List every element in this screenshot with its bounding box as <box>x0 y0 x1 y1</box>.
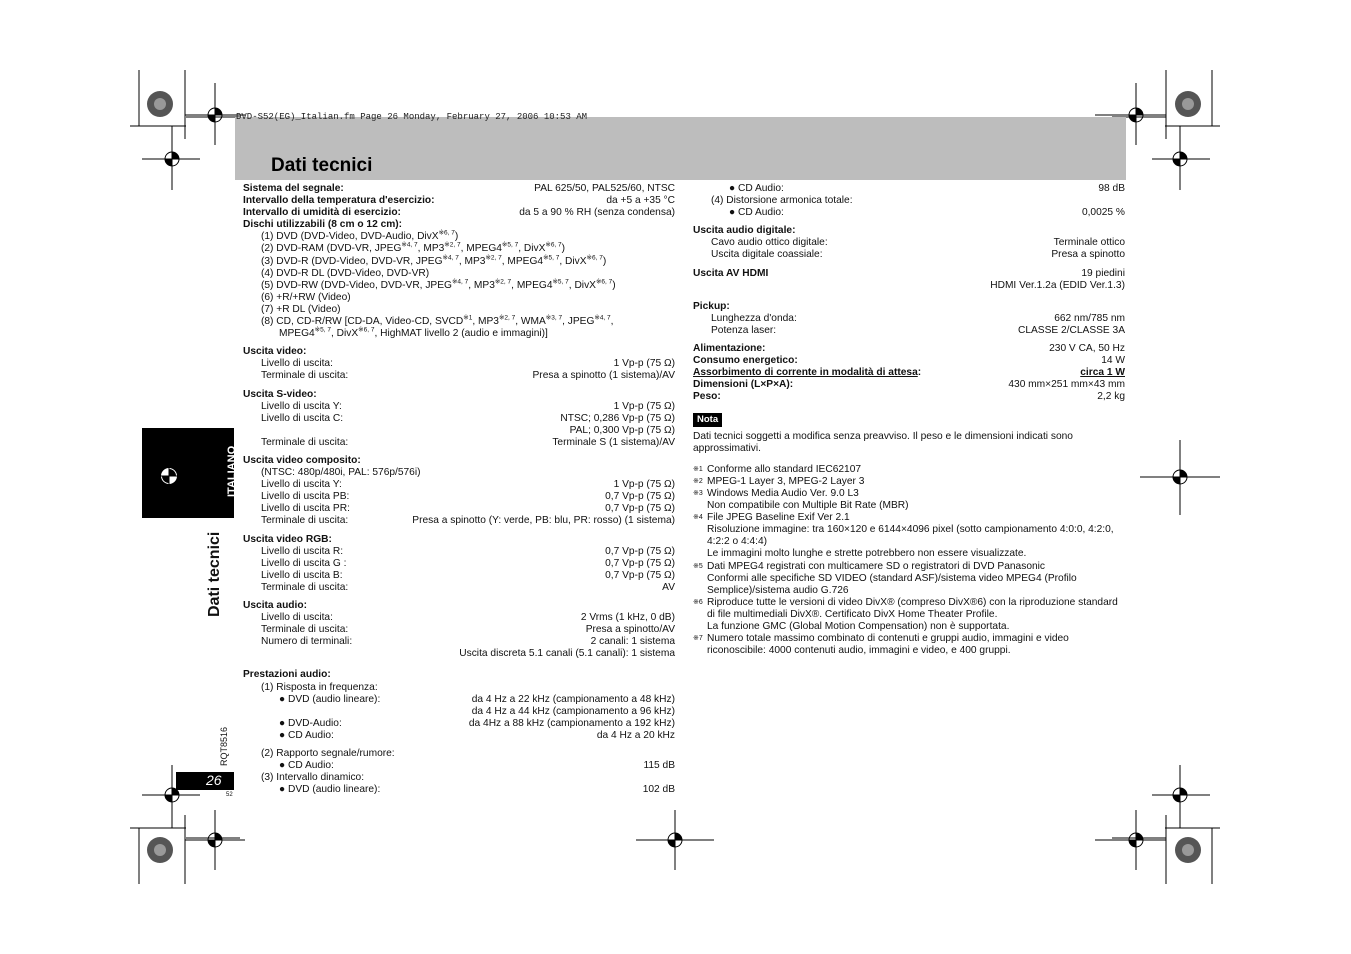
spec-value: 2,2 kg <box>1097 391 1125 403</box>
footnote-text <box>707 561 1125 597</box>
footnote-mark: ※5 <box>693 562 703 570</box>
spec-label: Terminale di uscita: <box>261 581 349 593</box>
section-heading: Dischi utilizzabili (8 cm o 12 cm): <box>243 219 403 231</box>
disc-item: (3) DVD-R (DVD-Video, DVD-VR, JPEG$^{※4, 7}$, MP3$^{※2, 7}$, MPEG4$^{※5, 7}$, DivX$^{※6, 7}$) <box>261 254 607 267</box>
footnote-item <box>693 597 1125 633</box>
footnote-mark: ※1 <box>693 465 703 473</box>
spec-label: Numero di terminali: <box>261 636 353 648</box>
footnote-line: Risoluzione immagine: tra 160×120 e 6144×4096 pixel (sotto campionamento 4:0:0, 4:2:0, 4:2:2 o 4:4:4) <box>707 524 1114 548</box>
spec-value: 230 V CA, 50 Hz <box>1049 343 1125 355</box>
disc-item: (5) DVD-RW (DVD-Video, DVD-VR, JPEG$^{※4, 7}$, MP3$^{※2, 7}$, MPEG4$^{※5, 7}$, DivX$^{※6, 7}$) <box>261 278 616 291</box>
spec-value: Terminale S (1 sistema)/AV <box>552 436 675 448</box>
spec-label: Dimensioni (L×P×A): <box>693 379 794 391</box>
spec-label: ● DVD (audio lineare): <box>279 784 381 796</box>
footnote-mark: ※3 <box>693 489 703 497</box>
spec-value: Terminale ottico <box>1053 237 1125 249</box>
footnote-line: MPEG-1 Layer 3, MPEG-2 Layer 3 <box>707 475 865 487</box>
spec-label: Peso: <box>693 391 721 403</box>
spec-value: 0,0025 % <box>1081 207 1125 219</box>
section-heading: Uscita video composito: <box>243 454 361 466</box>
spec-value: AV <box>662 581 675 593</box>
spec-value: 0,7 Vp-p (75 Ω) <box>605 569 675 581</box>
spec-label: Livello di uscita B: <box>261 569 343 581</box>
file-info-line: DVD-S52(EG)_Italian.fm Page 26 Monday, February 27, 2006 10:53 AM <box>236 112 588 122</box>
spec-label: ● CD Audio: <box>279 760 334 772</box>
spec-label: Alimentazione: <box>693 343 766 355</box>
footnote-text <box>707 476 864 488</box>
spec-label: Intervallo di umidità di esercizio: <box>243 207 401 219</box>
spec-label: Livello di uscita: <box>261 358 333 370</box>
footnote-item <box>693 464 1125 476</box>
footnote-line: Non compatibile con Multiple Bit Rate (MBR) <box>707 500 909 512</box>
spec-label: Consumo energetico: <box>693 355 798 367</box>
spec-value: Uscita discreta 5.1 canali (5.1 canali): 1 sistema <box>459 648 675 660</box>
footnote-line: La funzione GMC (Global Motion Compensation) non è supportata. <box>707 621 1010 632</box>
spec-value: da 4 Hz a 22 kHz (campionamento a 48 kHz) <box>471 693 675 705</box>
spec-label: Terminale di uscita: <box>261 370 349 382</box>
section-heading: Prestazioni audio: <box>243 669 331 681</box>
section-heading: Pickup: <box>693 300 730 312</box>
footnote-line: Conforme allo standard IEC62107 <box>707 463 862 475</box>
spec-value: Presa a spinotto (1 sistema)/AV <box>532 370 675 382</box>
spec-value: 0,7 Vp-p (75 Ω) <box>605 557 675 569</box>
footnote-text <box>707 597 1125 633</box>
language-tab <box>142 428 234 518</box>
disc-item-cont: MPEG4$^{※5, 7}$, DivX$^{※6, 7}$, HighMAT livello 2 (audio e immagini)] <box>279 326 548 340</box>
spec-subheading: (3) Intervallo dinamico: <box>261 772 365 784</box>
spec-label: Assorbimento di corrente in modalità di attesa: <box>693 367 922 379</box>
spec-label: Lunghezza d'onda: <box>711 312 797 324</box>
spec-subheading: (4) Distorsione armonica totale: <box>711 195 853 207</box>
spec-value: 98 dB <box>1098 183 1125 194</box>
disc-item: (8) CD, CD-R/RW [CD-DA, Video-CD, SVCD$^{※1}$, MP3$^{※2, 7}$, WMA$^{※3, 7}$, JPEG$^{※4, 7}$, <box>261 314 614 328</box>
spec-value: da 4Hz a 88 kHz (campionamento a 192 kHz) <box>468 717 675 729</box>
spec-value: PAL; 0,300 Vp-p (75 Ω) <box>569 424 675 436</box>
footnote-mark: ※4 <box>693 514 703 522</box>
spec-value: da +5 a +35 °C <box>606 195 675 207</box>
registration-target-icon <box>159 466 179 486</box>
doc-code: RQT8516 <box>219 726 229 766</box>
spec-label: ● CD Audio: <box>729 183 784 194</box>
spec-value: 1 Vp-p (75 Ω) <box>613 358 675 370</box>
spec-value: 430 mm×251 mm×43 mm <box>1008 379 1125 391</box>
spec-label: Uscita digitale coassiale: <box>711 249 823 261</box>
spec-subheading: (1) Risposta in frequenza: <box>261 681 378 693</box>
spec-value: 115 dB <box>643 760 675 772</box>
spec-value: HDMI Ver.1.2a (EDID Ver.1.3) <box>990 279 1125 291</box>
spec-label: Livello di uscita PB: <box>261 491 350 503</box>
page-number-box <box>176 772 234 790</box>
footnote-item <box>693 488 1125 512</box>
spec-label: Livello di uscita PR: <box>261 503 350 515</box>
spec-value: da 5 a 90 % RH (senza condensa) <box>519 207 675 219</box>
disc-item: (2) DVD-RAM (DVD-VR, JPEG$^{※4, 7}$, MP3$^{※2, 7}$, MPEG4$^{※5, 7}$, DivX$^{※6, 7}$) <box>261 242 566 255</box>
spec-value: 0,7 Vp-p (75 Ω) <box>605 545 675 557</box>
page-number: 26 <box>206 772 222 788</box>
side-section-title: Dati tecnici <box>206 531 223 617</box>
spec-note: (NTSC: 480p/480i, PAL: 576p/576i) <box>261 467 421 479</box>
spec-value: Presa a spinotto (Y: verde, PB: blu, PR: rosso) (1 sistema) <box>412 515 675 527</box>
spec-value: 102 dB <box>642 784 675 796</box>
footnote-line: File JPEG Baseline Exif Ver 2.1 <box>707 512 850 524</box>
nota-badge: Nota <box>693 413 722 427</box>
spec-label: Potenza laser: <box>711 324 777 336</box>
section-heading: Uscita S-video: <box>243 388 317 400</box>
specs-left-column <box>243 183 675 796</box>
footnote-item <box>693 476 1125 488</box>
spec-value: NTSC; 0,286 Vp-p (75 Ω) <box>560 412 675 424</box>
section-heading: Uscita video: <box>243 346 307 358</box>
footnote-mark: ※2 <box>693 477 703 485</box>
footnote-line: Numero totale massimo combinato di contenuti e gruppi audio, immagini e video riconoscibile: 4000 contenuti audio, immagini e video, e 400 gruppi. <box>707 633 1069 657</box>
spec-label: Livello di uscita C: <box>261 412 344 424</box>
spec-value: 662 nm/785 nm <box>1054 312 1125 324</box>
footnote-text <box>707 464 861 476</box>
spec-value: 1 Vp-p (75 Ω) <box>613 479 675 491</box>
spec-label: Sistema del segnale: <box>243 183 344 194</box>
footnotes-list <box>693 464 1125 658</box>
spec-value: CLASSE 2/CLASSE 3A <box>1017 324 1125 336</box>
disc-item: (4) DVD-R DL (DVD-Video, DVD-VR) <box>261 267 430 279</box>
spec-label: Livello di uscita G : <box>261 557 347 569</box>
spec-value: 19 piedini <box>1081 267 1125 279</box>
spec-label: Livello di uscita Y: <box>261 400 342 412</box>
spec-label: Cavo audio ottico digitale: <box>711 237 828 249</box>
footnote-text <box>707 512 1125 560</box>
footnote-line: Le immagini molto lunghe e strette potrebbero non essere visualizzate. <box>707 548 1027 560</box>
section-heading: Uscita audio digitale: <box>693 225 796 237</box>
spec-value: Presa a spinotto/AV <box>585 624 675 636</box>
disc-item: (6) +R/+RW (Video) <box>261 291 351 303</box>
spec-value: 14 W <box>1101 355 1125 367</box>
footnote-line: Conformi alle specifiche SD VIDEO (standard ASF)/sistema video MPEG4 (Profilo Semplice)/sistema audio G.726 <box>707 572 1077 596</box>
spec-value: 2 canali: 1 sistema <box>590 636 675 648</box>
spec-label: ● DVD-Audio: <box>279 717 342 729</box>
spec-label: Terminale di uscita: <box>261 624 349 636</box>
footnote-item <box>693 561 1125 597</box>
spec-label: Livello di uscita: <box>261 612 333 624</box>
spec-value: 1 Vp-p (75 Ω) <box>613 400 675 412</box>
spec-value: 0,7 Vp-p (75 Ω) <box>605 503 675 515</box>
spec-value: da 4 Hz a 20 kHz <box>596 729 675 741</box>
spec-value: da 4 Hz a 44 kHz (campionamento a 96 kHz) <box>471 705 675 717</box>
spec-value: PAL 625/50, PAL525/60, NTSC <box>534 183 675 194</box>
footnote-line: Windows Media Audio Ver. 9.0 L3 <box>707 487 859 499</box>
spec-value: Presa a spinotto <box>1051 249 1125 261</box>
spec-value: circa 1 W <box>1080 367 1125 379</box>
spec-label: ● CD Audio: <box>729 207 784 219</box>
footnote-mark: ※6 <box>693 598 703 606</box>
section-heading: Uscita audio: <box>243 600 307 611</box>
footnote-text <box>707 488 909 512</box>
spec-label: Intervallo della temperatura d'esercizio: <box>243 195 435 207</box>
spec-label: Livello di uscita R: <box>261 545 344 557</box>
footnote-line: Riproduce tutte le versioni di video DivX® (compreso DivX®6) con la riproduzione standard di file multimediali DivX®. Certificato DivX Home Theater Profile. <box>707 596 1118 620</box>
footnote-text <box>707 633 1125 657</box>
footnote-line: Dati MPEG4 registrati con multicamere SD o registratori di DVD Panasonic <box>707 560 1046 572</box>
section-heading: Uscita video RGB: <box>243 533 332 545</box>
model-code: 52 <box>226 792 233 798</box>
spec-label: ● DVD (audio lineare): <box>279 693 381 705</box>
section-heading: Uscita AV HDMI <box>693 267 769 279</box>
spec-label: Livello di uscita Y: <box>261 479 342 491</box>
spec-label: Terminale di uscita: <box>261 436 349 448</box>
spec-label: ● CD Audio: <box>279 729 334 741</box>
spec-value: 0,7 Vp-p (75 Ω) <box>605 491 675 503</box>
footnote-mark: ※7 <box>693 635 703 643</box>
spec-subheading: (2) Rapporto segnale/rumore: <box>261 748 395 760</box>
nota-text: Dati tecnici soggetti a modifica senza preavviso. Il peso e le dimensioni indicati sono approssimativi. <box>693 430 1073 454</box>
spec-label: Terminale di uscita: <box>261 515 349 527</box>
spec-value: 2 Vrms (1 kHz, 0 dB) <box>580 612 675 624</box>
footnote-item <box>693 633 1125 657</box>
specs-right-column <box>693 183 1125 657</box>
disc-item: (1) DVD (DVD-Video, DVD-Audio, DivX$^{※6, 7}$) <box>261 229 459 243</box>
disc-item: (7) +R DL (Video) <box>261 303 341 315</box>
language-label: ITALIANO <box>226 445 238 497</box>
page-title: Dati tecnici <box>271 155 373 176</box>
footnote-item <box>693 512 1125 560</box>
